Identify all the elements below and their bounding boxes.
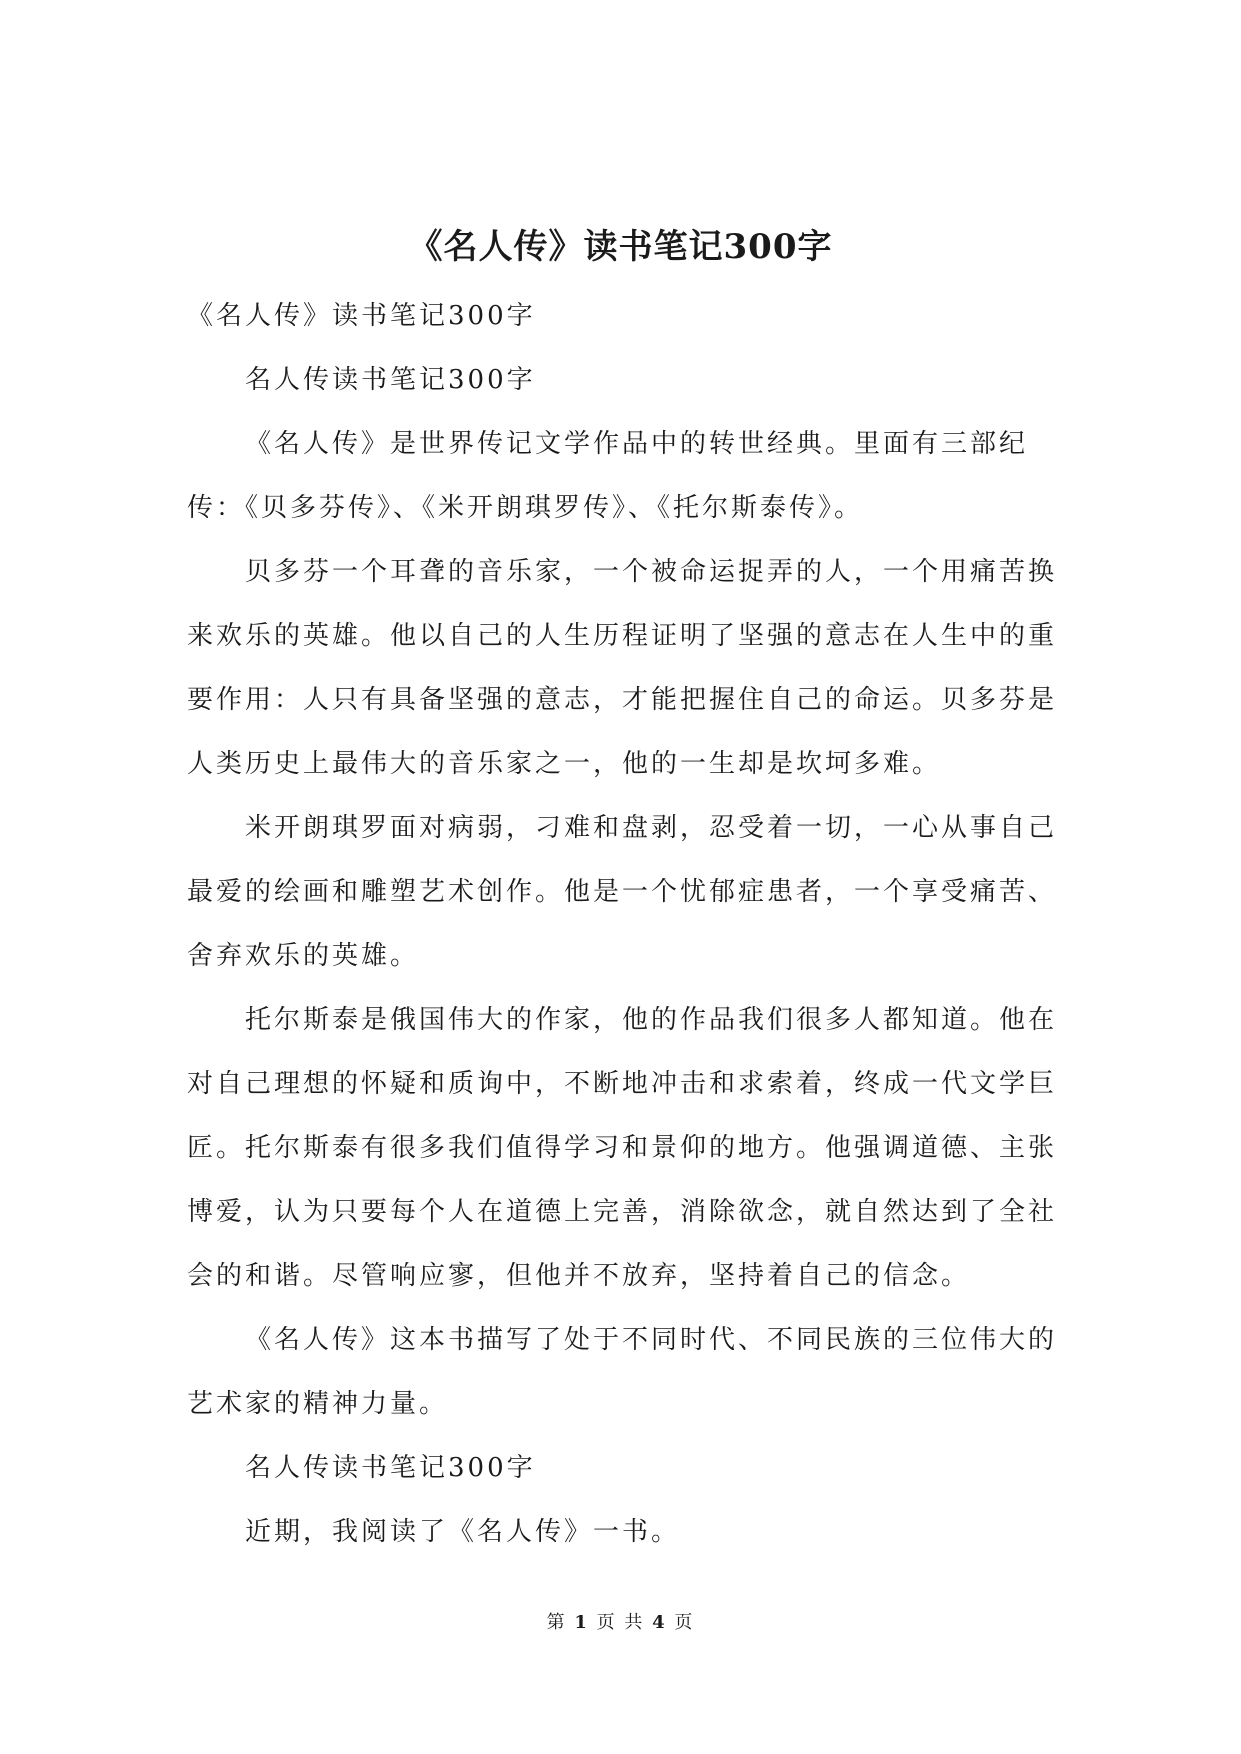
total-page-count: 4 bbox=[652, 1612, 667, 1633]
document-title: 《名人传》读书笔记300字 bbox=[408, 227, 833, 267]
paragraph: 名人传读书笔记300字 bbox=[245, 365, 536, 395]
paragraph: 托尔斯泰是俄国伟大的作家，他的作品我们很多人都知道。他在对自己理想的怀疑和质询中，不断地冲击和求索着，终成一代文学巨匠。托尔斯泰有很多我们值得学习和景仰的地方。他强调道德、主张博爱，认为只要每个人在道德上完善，消除欲念，就自然达到了全社会的和谐。尽管响应寥，但他并不放弃，坚持着自己的信念。 bbox=[187, 1005, 1058, 1291]
page-footer bbox=[0, 1610, 1241, 1636]
paragraph: 名人传读书笔记300字 bbox=[245, 1453, 536, 1483]
document-body bbox=[187, 284, 1057, 1564]
current-page-number: 1 bbox=[574, 1612, 589, 1633]
footer-suffix: 页 bbox=[674, 1612, 695, 1633]
paragraph: 米开朗琪罗面对病弱，刁难和盘剥，忍受着一切，一心从事自己最爱的绘画和雕塑艺术创作。他是一个忧郁症患者，一个享受痛苦、舍弃欢乐的英雄。 bbox=[187, 813, 1058, 971]
footer-middle: 页 共 bbox=[596, 1612, 645, 1633]
paragraph: 《名人传》这本书描写了处于不同时代、不同民族的三位伟大的艺术家的精神力量。 bbox=[187, 1325, 1058, 1419]
paragraph: 贝多芬一个耳聋的音乐家，一个被命运捉弄的人，一个用痛苦换来欢乐的英雄。他以自己的人生历程证明了坚强的意志在人生中的重要作用：人只有具备坚强的意志，才能把握住自己的命运。贝多芬是人类历史上最伟大的音乐家之一，他的一生却是坎坷多难。 bbox=[187, 557, 1058, 779]
paragraph: 《名人传》读书笔记300字 bbox=[187, 301, 536, 331]
paragraph: 近期，我阅读了《名人传》一书。 bbox=[245, 1517, 681, 1547]
paragraph: 《名人传》是世界传记文学作品中的转世经典。里面有三部纪传：《贝多芬传》、《米开朗琪罗传》、《托尔斯泰传》。 bbox=[187, 429, 1029, 523]
footer-prefix: 第 bbox=[546, 1612, 567, 1633]
